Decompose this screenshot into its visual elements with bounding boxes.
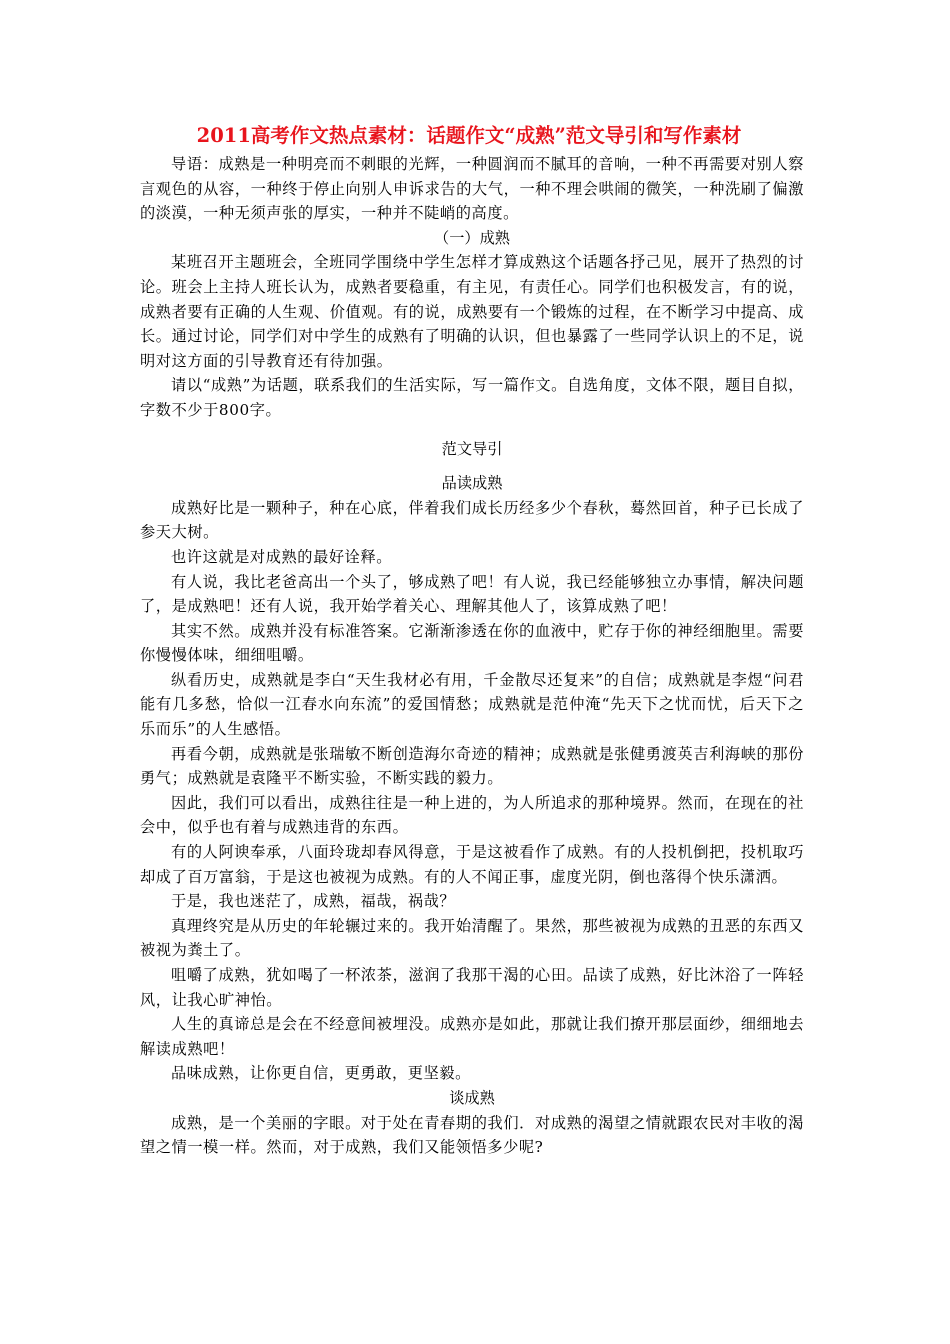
essay-paragraph: 有的人阿谀奉承，八面玲珑却春风得意，于是这被看作了成熟。有的人投机倒把，投机取巧却成了百万富翁，于是这也被视为成熟。有的人不闻正事，虚度光阴，倒也落得个快乐潇洒。 <box>140 843 804 886</box>
essay-paragraph: 其实不然。成熟并没有标准答案。它渐渐渗透在你的血液中，贮存于你的神经细胞里。需要你慢慢体味，细细咀嚼。 <box>140 621 804 665</box>
document-page <box>140 120 804 1160</box>
prompt-paragraph: 某班召开主题班会，全班同学围绕中学生怎样才算成熟这个话题各抒己见，展开了热烈的讨论。班会上主持人班长认为，成熟者要稳重，有主见，有责任心。同学们也积极发言，有的说，成熟者要有正确的人生观、价值观。有的说，成熟要有一个锻炼的过程，在不断学习中提高、成长。通过讨论，同学们对中学生的成熟有了明确的认识，但也暴露了一些同学认识上的不足，说明对这方面的引导教育还有待加强。 <box>140 253 804 370</box>
essay-paragraph: 咀嚼了成熟，犹如喝了一杯浓茶，滋润了我那干渴的心田。品读了成熟，好比沐浴了一阵轻风，让我心旷神怡。 <box>140 966 804 1009</box>
essay-paragraph: 于是，我也迷茫了，成熟，福哉，祸哉？ <box>171 892 456 911</box>
guide-heading: 范文导引 <box>441 439 503 458</box>
essay-paragraph: 真理终究是从历史的年轮辗过来的。我开始清醒了。果然，那些被视为成熟的丑恶的东西又被视为粪土了。 <box>140 916 804 960</box>
intro-paragraph: 导语：成熟是一种明亮而不刺眼的光辉，一种圆润而不腻耳的音响，一种不再需要对别人察言观色的从容，一种终于停止向别人申诉求告的大气，一种不理会哄闹的微笑，一种洗刷了偏激的淡漠，一种无须声张的厚实，一种并不陡峭的高度。 <box>140 155 804 223</box>
essay-paragraph: 也许这就是对成熟的最好诠释。 <box>171 547 393 566</box>
essay-paragraph: 成熟，是一个美丽的字眼。对于处在青春期的我们．对成熟的渴望之情就跟农民对丰收的渴望之情一模一样。然而，对于成熟，我们又能领悟多少呢? <box>140 1113 804 1157</box>
essay-paragraph: 品味成熟，让你更自信，更勇敢，更坚毅。 <box>171 1064 471 1083</box>
essay-paragraph: 人生的真谛总是会在不经意间被埋没。成熟亦是如此，那就让我们撩开那层面纱，细细地去解读成熟吧！ <box>140 1015 804 1058</box>
essay-title: 谈成熟 <box>449 1088 495 1107</box>
prompt-paragraph: 请以“成熟”为话题，联系我们的生活实际，写一篇作文。自选角度，文体不限，题目自拟，字数不少于800字。 <box>140 376 804 419</box>
essay-paragraph: 再看今朝，成熟就是张瑞敏不断创造海尔奇迹的精神；成熟就是张健勇渡英吉利海峡的那份勇气；成熟就是袁隆平不断实验，不断实践的毅力。 <box>140 744 804 788</box>
essay-paragraph: 有人说，我比老爸高出一个头了，够成熟了吧！有人说，我已经能够独立办事情，解决问题了，是成熟吧！还有人说，我开始学着关心、理解其他人了，该算成熟了吧！ <box>140 572 804 616</box>
section-heading: （一）成熟 <box>434 228 510 247</box>
document-title: 2011高考作文热点素材：话题作文“成熟”范文导引和写作素材 <box>196 124 742 147</box>
essay-title: 品读成熟 <box>441 474 503 493</box>
essay-paragraph: 纵看历史，成熟就是李白“天生我材必有用，千金散尽还复来”的自信；成熟就是李煜“问君能有几多愁，恰似一江春水向东流”的爱国情愁；成熟就是范仲淹“先天下之忧而忧，后天下之乐而乐”的人生感悟。 <box>140 670 804 739</box>
essay-paragraph: 因此，我们可以看出，成熟往往是一种上进的，为人所追求的那种境界。然而，在现在的社会中，似乎也有着与成熟违背的东西。 <box>140 793 804 837</box>
essay-paragraph: 成熟好比是一颗种子，种在心底，伴着我们成长历经多少个春秋，蓦然回首，种子已长成了参天大树。 <box>140 498 804 542</box>
